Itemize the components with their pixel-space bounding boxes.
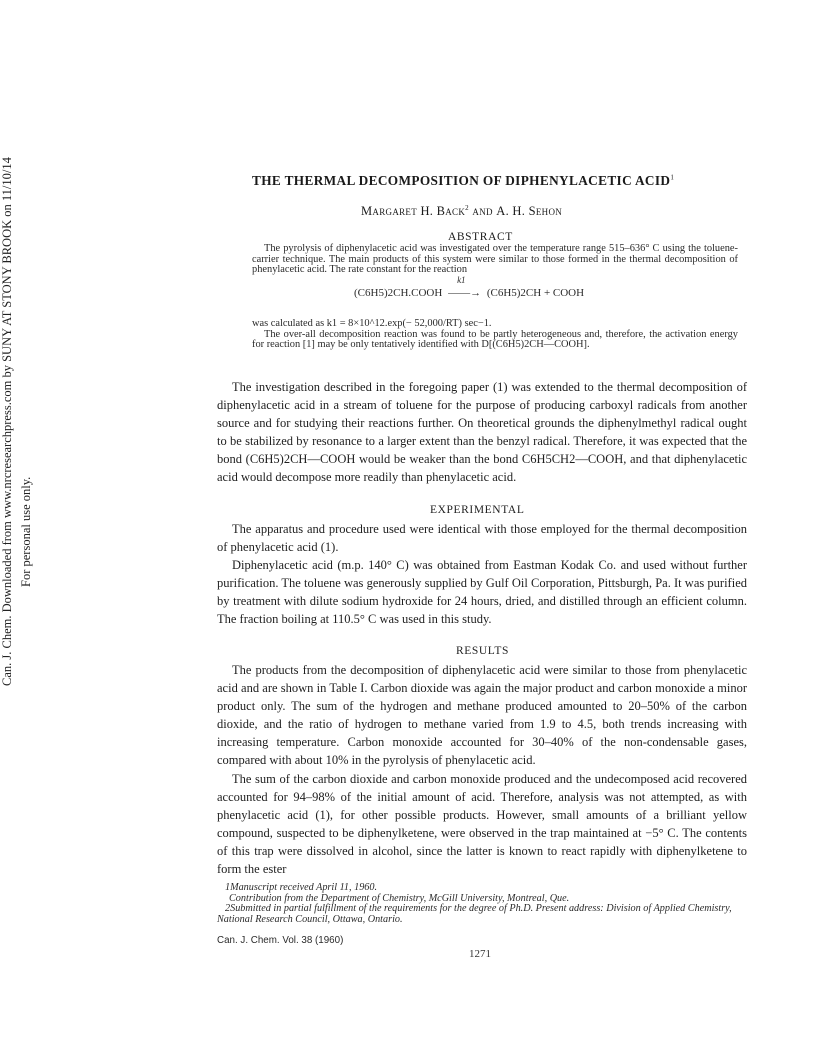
experimental-paragraph-2: Diphenylacetic acid (m.p. 140° C) was obtained from Eastman Kodak Co. and used without further purification. The toluene was generously supplied by Gulf Oil Corporation, Pittsburgh, Pa. It was purified by treatment with dilute sodium hydroxide for 24 hours, dried, and distilled through an efficient column. The fraction boiling at 110.5° C was used in this study. (217, 558, 747, 627)
download-stamp-line-1: Can. J. Chem. Downloaded from www.nrcresearchpress.com by SUNY AT STONY BROOK on 11/10/14 (0, 157, 14, 686)
footnote-1-continued: Contribution from the Department of Chemistry, McGill University, Montreal, Que. (229, 892, 570, 904)
equation-arrow: k1 ——→ (448, 275, 482, 299)
abstract-heading: ABSTRACT (448, 231, 513, 243)
abstract-continuation (252, 319, 738, 351)
authors (361, 204, 562, 219)
results-paragraph-2: The sum of the carbon dioxide and carbon monoxide produced and the undecomposed acid recovered accounted for 94–98% of the initial amount of acid. Therefore, analysis was not attempted, as with phenylacetic acid (1), for other possible products. However, small amounts of a brilliant yellow compound, suspected to be diphenylketene, were observed in the trap maintained at −5° C. The contents of this trap were dissolved in alcohol, since the latter is known to react rapidly with diphenylketene to form the ester (217, 771, 747, 877)
experimental-section (217, 520, 747, 629)
results-heading: RESULTS (456, 645, 509, 657)
introduction (217, 378, 747, 487)
equation-products: (C6H5)2CH + COOH (486, 287, 585, 299)
page-number: 1271 (469, 948, 491, 960)
journal-citation: Can. J. Chem. Vol. 38 (1960) (217, 935, 344, 946)
author-2: A. H. Sehon (496, 204, 563, 219)
experimental-heading: EXPERIMENTAL (430, 504, 525, 516)
download-stamp-line-2: For personal use only. (19, 476, 33, 587)
experimental-paragraph-1: The apparatus and procedure used were identical with those employed for the thermal decomposition of phenylacetic acid (1). (217, 522, 747, 555)
abstract-body (252, 244, 738, 276)
title-footnote-mark: 1 (670, 173, 675, 182)
footnote-2: 2Submitted in partial fulfillment of the requirements for the degree of Ph.D. Present address: Division of Applied Chemistry, National Research Council, Ottawa, Ontario. (217, 903, 732, 925)
equation-reactant: (C6H5)2CH.COOH (354, 287, 443, 299)
introduction-paragraph: The investigation described in the foregoing paper (1) was extended to the thermal decomposition of diphenylacetic acid in a stream of toluene for the purpose of producing carboxyl radicals from another source and for studying their reactions further. On theoretical grounds the diphenylmethyl radical ought to be stabilized by resonance to a larger extent than the benzyl radical. Therefore, it was expected that the bond (C6H5)2CH—COOH would be weaker than the bond C6H5CH2—COOH, and that diphenylacetic acid would decompose more readily than phenylacetic acid. (217, 380, 747, 485)
reaction-equation (354, 275, 585, 299)
results-paragraph-1: The products from the decomposition of diphenylacetic acid were similar to those from phenylacetic acid and are shown in Table I. Carbon dioxide was again the major product and carbon monoxide a minor product only. The sum of the hydrogen and methane produced amounted to 20–50% of the carbon dioxide, and the ratio of hydrogen to methane varied from 1.9 to 4.5, both trends increasing with increasing temperature. Carbon monoxide accounted for 30–40% of the non-condensable gases, compared with about 10% in the pyrolysis of phenylacetic acid. (217, 663, 747, 768)
author-1-footnote-mark: 2 (465, 204, 469, 212)
abstract-paragraph-1: The pyrolysis of diphenylacetic acid was investigated over the temperature range 515–636° C using the toluene-carrier technique. The main products of this system were similar to those formed in the thermal decomposition of phenylacetic acid. The rate constant for the reaction (252, 243, 738, 276)
abstract-paragraph-2: The over-all decomposition reaction was found to be partly heterogeneous and, therefore, the activation energy for reaction [1] may be only tentatively identified with D[(C6H5)2CH—COOH]. (252, 328, 738, 351)
paper-title-text: THE THERMAL DECOMPOSITION OF DIPHENYLACETIC ACID (252, 173, 671, 188)
results-section (217, 661, 747, 878)
authors-conjunction: and (472, 204, 493, 219)
download-stamp (0, 157, 54, 810)
footnote-1: 1Manuscript received April 11, 1960. (225, 882, 378, 893)
rate-constant-label: k1 (457, 275, 466, 285)
author-1: Margaret H. Back (361, 204, 466, 219)
footnotes (217, 883, 747, 925)
abstract-rate-expression: was calculated as k1 = 8×10^12.exp(− 52,000/RT) sec−1. (252, 318, 492, 329)
paper-title (252, 173, 732, 189)
